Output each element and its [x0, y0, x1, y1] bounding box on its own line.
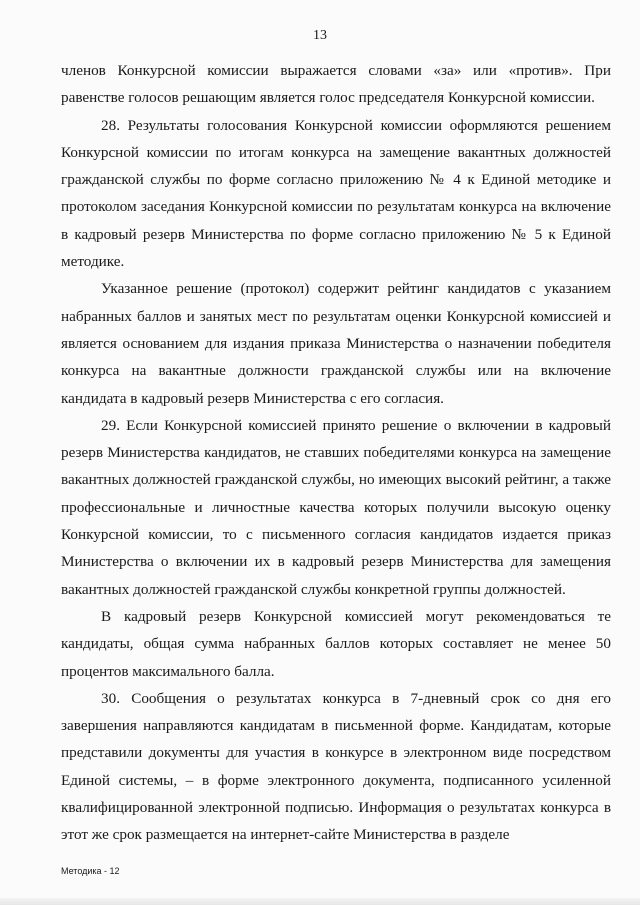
- paragraph-30: 30. Сообщения о результатах конкурса в 7-дневный срок со дня его завершения направляются кандидатам в письменной форме. Кандидатам, которые представили документы для участия в конкурсе в электронном виде посредством Единой системы, – в форме электронного документа, подписанного усиленной квалифицированной электронной подписью. Информация о результатах конкурса в этот же срок размещается на интернет-сайте Министерства в разделе: [61, 689, 611, 844]
- paragraph-continuation: членов Конкурсной комиссии выражается словами «за» или «против». При равенстве голосов решающим является голос председателя Конкурсной комиссии.: [61, 62, 611, 107]
- page-number: 13: [313, 28, 327, 43]
- paragraph-29: 29. Если Конкурсной комиссией принято решение о включении в кадровый резерв Министерства кандидатов, не ставших победителями конкурса на замещение вакантных должностей гражданской службы, но имеющих высокий рейтинг, а также профессиональные и личностные качества которых получили высокую оценку Конкурсной комиссии, то с письменного согласия кандидатов издается приказ Министерства о включении их в кадровый резерв Министерства для замещения вакантных должностей гражданской службы конкретной группы должностей.: [61, 416, 611, 598]
- paragraph-decision-protocol: Указанное решение (протокол) содержит рейтинг кандидатов с указанием набранных баллов и занятых мест по результатам оценки Конкурсной комиссией и является основанием для издания приказа Министерства о назначении победителя конкурса на вакантные должности гражданской службы или на включение кандидата в кадровый резерв Министерства с его согласия.: [61, 280, 611, 407]
- paragraph-reserve-recommendation: В кадровый резерв Конкурсной комиссией могут рекомендоваться те кандидаты, общая сумма набранных баллов которых составляет не менее 50 процентов максимального балла.: [61, 607, 611, 680]
- page-footer: Методика - 12: [61, 866, 120, 876]
- paragraph-28: 28. Результаты голосования Конкурсной комиссии оформляются решением Конкурсной комиссии по итогам конкурса на замещение вакантных должностей гражданской службы по форме согласно приложению № 4 к Единой методике и протоколом заседания Конкурсной комиссии по результатам конкурса на включение в кадровый резерв Министерства по форме согласно приложению № 5 к Единой методике.: [61, 116, 611, 271]
- scan-bottom-edge: [0, 898, 640, 905]
- document-body: [61, 57, 611, 849]
